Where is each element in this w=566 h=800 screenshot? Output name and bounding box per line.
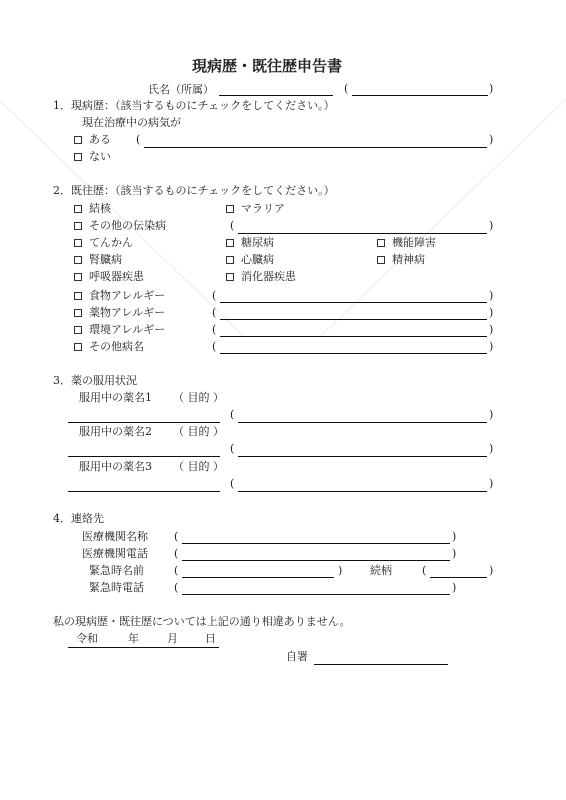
- infectious-field[interactable]: [238, 233, 487, 234]
- food-allergy-field[interactable]: [220, 302, 487, 303]
- malaria-label: マラリア: [241, 202, 285, 215]
- open-paren: (: [212, 306, 217, 319]
- close-paren: ): [489, 289, 494, 302]
- med1-name-field[interactable]: [68, 422, 220, 423]
- checkbox-drug-allergy[interactable]: [74, 306, 165, 320]
- food-allergy-label: 食物アレルギー: [89, 289, 166, 302]
- open-paren: (: [230, 219, 235, 232]
- checkbox-epilepsy[interactable]: [74, 236, 133, 250]
- other-disease-label: その他病名: [89, 340, 144, 353]
- section1-sub: 現在治療中の病気が: [82, 116, 181, 129]
- close-paren: ): [489, 408, 494, 421]
- name-label: 氏名（所属）: [148, 83, 214, 96]
- checkbox-diabetes[interactable]: [226, 236, 274, 250]
- open-paren: (: [136, 133, 141, 146]
- open-paren: (: [174, 547, 179, 560]
- open-paren: (: [212, 323, 217, 336]
- date-month: 月: [167, 632, 178, 645]
- declaration-text: 私の現病歴・既往歴については上記の通り相違ありません。: [53, 615, 351, 628]
- checkbox-other-disease[interactable]: [74, 340, 144, 354]
- close-paren: ): [338, 564, 343, 577]
- emerg-name-field[interactable]: [182, 577, 334, 578]
- checkbox-heart[interactable]: [226, 253, 274, 267]
- checkbox-malaria[interactable]: [226, 202, 285, 216]
- close-paren: ): [489, 564, 494, 577]
- close-paren: ): [489, 340, 494, 353]
- emerg-tel-label: 緊急時電話: [89, 581, 144, 594]
- date-field[interactable]: [68, 647, 219, 648]
- document-title: 現病歴・既往歴申告書: [192, 57, 343, 75]
- close-paren: ): [489, 306, 494, 319]
- watermark-diagonal-right: [321, 99, 566, 336]
- relation-field[interactable]: [430, 577, 487, 578]
- checkbox-dysfunction[interactable]: [377, 236, 436, 250]
- dysfunction-label: 機能障害: [392, 236, 436, 249]
- heart-label: 心臓病: [241, 253, 274, 266]
- infectious-label: その他の伝染病: [89, 219, 166, 232]
- checkbox-tb[interactable]: [74, 202, 111, 216]
- signature-label: 自署: [286, 650, 308, 663]
- emerg-tel-field[interactable]: [182, 594, 450, 595]
- close-paren: ): [489, 323, 494, 336]
- env-allergy-label: 環境アレルギー: [89, 323, 166, 336]
- close-paren: ): [489, 82, 494, 95]
- checkbox-env-allergy[interactable]: [74, 323, 165, 337]
- close-paren: ): [452, 581, 457, 594]
- section1-heading: 1．現病歴：（該当するものにチェックをしてください。）: [53, 99, 335, 112]
- med2-label: 服用中の薬名2: [79, 425, 152, 438]
- close-paren: ): [489, 442, 494, 455]
- close-paren: ): [452, 547, 457, 560]
- open-paren: (: [230, 442, 235, 455]
- present-disease-field[interactable]: [144, 147, 487, 148]
- med2-name-field[interactable]: [68, 456, 220, 457]
- med1-label: 服用中の薬名1: [79, 391, 152, 404]
- checkbox-present-no[interactable]: [74, 150, 111, 164]
- med3-purpose-field[interactable]: [238, 491, 487, 492]
- respiratory-label: 呼吸器疾患: [89, 270, 144, 283]
- name-field[interactable]: [219, 95, 333, 96]
- close-paren: ): [489, 133, 494, 146]
- date-year: 年: [128, 632, 139, 645]
- med1-purpose-field[interactable]: [238, 422, 487, 423]
- section3-heading: 3．薬の服用状況: [53, 374, 137, 387]
- close-paren: ): [489, 219, 494, 232]
- emerg-name-label: 緊急時名前: [89, 564, 144, 577]
- affiliation-field[interactable]: [352, 95, 488, 96]
- med3-purpose-label: （ 目的 ）: [173, 460, 224, 473]
- tb-label: 結核: [89, 202, 111, 215]
- open-paren: (: [422, 564, 427, 577]
- checkbox-mental[interactable]: [377, 253, 425, 267]
- open-paren: (: [174, 564, 179, 577]
- env-allergy-field[interactable]: [220, 336, 487, 337]
- open-paren: (: [212, 289, 217, 302]
- close-paren: ): [452, 530, 457, 543]
- open-paren: (: [230, 477, 235, 490]
- diabetes-label: 糖尿病: [241, 236, 274, 249]
- relation-label: 続柄: [370, 564, 392, 577]
- section2-heading: 2．既往歴：（該当するものにチェックをしてください。）: [53, 184, 335, 197]
- med2-purpose-field[interactable]: [238, 456, 487, 457]
- close-paren: ): [489, 477, 494, 490]
- checkbox-infectious[interactable]: [74, 219, 166, 233]
- mental-label: 精神病: [392, 253, 425, 266]
- med3-label: 服用中の薬名3: [79, 460, 152, 473]
- other-disease-field[interactable]: [220, 353, 487, 354]
- drug-allergy-label: 薬物アレルギー: [89, 306, 166, 319]
- present-yes-label: ある: [89, 133, 111, 146]
- med2-purpose-label: （ 目的 ）: [173, 425, 224, 438]
- epilepsy-label: てんかん: [89, 236, 133, 249]
- drug-allergy-field[interactable]: [220, 319, 487, 320]
- digestive-label: 消化器疾患: [241, 270, 296, 283]
- date-era: 令和: [76, 632, 98, 645]
- inst-name-label: 医療機関名称: [82, 530, 148, 543]
- checkbox-respiratory[interactable]: [74, 270, 144, 284]
- signature-field[interactable]: [314, 664, 448, 665]
- checkbox-food-allergy[interactable]: [74, 289, 165, 303]
- checkbox-digestive[interactable]: [226, 270, 296, 284]
- date-day: 日: [205, 632, 216, 645]
- inst-tel-field[interactable]: [182, 560, 450, 561]
- checkbox-kidney[interactable]: [74, 253, 122, 267]
- open-paren: (: [344, 82, 349, 95]
- kidney-label: 腎臓病: [89, 253, 122, 266]
- med3-name-field[interactable]: [68, 491, 220, 492]
- inst-tel-label: 医療機関電話: [82, 547, 148, 560]
- section4-heading: 4．連絡先: [53, 512, 104, 525]
- checkbox-present-yes[interactable]: [74, 133, 111, 147]
- present-no-label: ない: [89, 150, 111, 163]
- inst-name-field[interactable]: [182, 543, 450, 544]
- open-paren: (: [212, 340, 217, 353]
- open-paren: (: [174, 530, 179, 543]
- open-paren: (: [174, 581, 179, 594]
- open-paren: (: [230, 408, 235, 421]
- med1-purpose-label: （ 目的 ）: [173, 391, 224, 404]
